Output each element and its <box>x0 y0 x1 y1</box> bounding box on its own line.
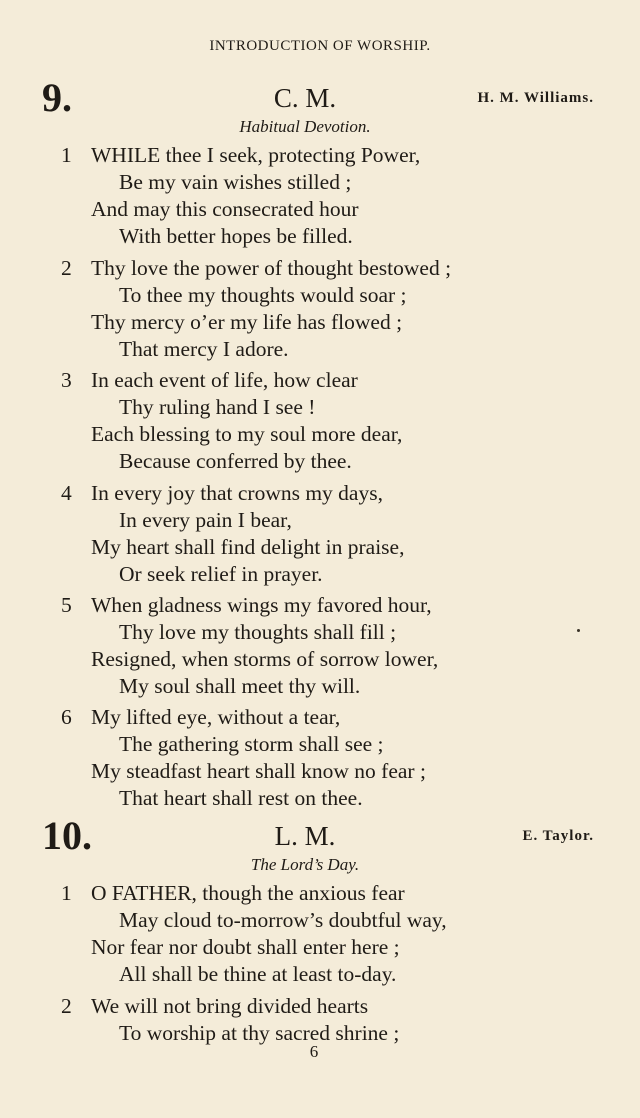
verse-line: Nor fear nor doubt shall enter here ; <box>91 935 400 959</box>
verse-number: 2 <box>61 256 72 280</box>
verse-number: 6 <box>61 705 72 729</box>
verse-number: 3 <box>61 368 72 392</box>
hymn-number: 10. <box>42 813 92 858</box>
hymn-meter: C. M. <box>273 83 337 113</box>
verse-line: In every pain I bear, <box>119 508 292 532</box>
verse-number: 1 <box>61 881 72 905</box>
hymn-author: H. M. Williams. <box>477 90 594 106</box>
verse-line: Each blessing to my soul more dear, <box>91 422 403 446</box>
verse-line: WHILE thee I seek, protecting Power, <box>91 143 421 167</box>
stanza <box>0 880 640 988</box>
hymn-title: Habitual Devotion. <box>239 117 371 136</box>
stanza <box>0 592 640 700</box>
running-head: INTRODUCTION OF WORSHIP. <box>209 38 431 54</box>
verse-line: May cloud to-morrow’s doubtful way, <box>119 908 447 932</box>
verse-line: We will not bring divided hearts <box>91 994 369 1018</box>
verse-line: Thy love my thoughts shall fill ; <box>119 620 397 644</box>
verse-line: Resigned, when storms of sorrow lower, <box>91 647 439 671</box>
verse-line: When gladness wings my favored hour, <box>91 593 432 617</box>
verse-number: 4 <box>61 481 72 505</box>
hymn-number: 9. <box>42 75 72 120</box>
verse-line: To thee my thoughts would soar ; <box>119 283 407 307</box>
stanza <box>0 993 640 1047</box>
stanza <box>0 367 640 475</box>
verse-line: To worship at thy sacred shrine ; <box>119 1021 400 1045</box>
stanza <box>0 704 640 812</box>
verse-line: That mercy I adore. <box>119 337 289 361</box>
verse-line: All shall be thine at least to-day. <box>119 962 397 986</box>
verse-line: Be my vain wishes stilled ; <box>119 170 352 194</box>
verse-line: Thy love the power of thought bestowed ; <box>91 256 452 280</box>
verse-line: My soul shall meet thy will. <box>119 674 361 698</box>
verse-line: With better hopes be filled. <box>119 224 353 248</box>
verse-line: Because conferred by thee. <box>119 449 352 473</box>
hymn-title: The Lord’s Day. <box>250 855 360 874</box>
verse-line: In every joy that crowns my days, <box>91 481 383 505</box>
stanza <box>0 255 640 363</box>
verse-line: That heart shall rest on thee. <box>119 786 363 810</box>
verse-line: And may this consecrated hour <box>91 197 359 221</box>
stanza <box>0 480 640 588</box>
verse-line: My steadfast heart shall know no fear ; <box>91 759 426 783</box>
verse-line: Thy mercy o’er my life has flowed ; <box>91 310 403 334</box>
verse-line: The gathering storm shall see ; <box>119 732 384 756</box>
print-speck <box>577 629 580 632</box>
verse-line: My lifted eye, without a tear, <box>91 705 341 729</box>
page-number: 6 <box>309 1042 319 1061</box>
verse-line: My heart shall find delight in praise, <box>91 535 405 559</box>
verse-number: 2 <box>61 994 72 1018</box>
hymn-meter: L. M. <box>274 821 336 851</box>
hymn-header <box>0 75 640 120</box>
verse-number: 5 <box>61 593 72 617</box>
verse-line: In each event of life, how clear <box>91 368 358 392</box>
verse-line: Or seek relief in prayer. <box>119 562 323 586</box>
stanza <box>0 142 640 250</box>
verse-number: 1 <box>61 143 72 167</box>
hymn-header <box>0 813 640 858</box>
verse-line: O FATHER, though the anxious fear <box>91 881 405 905</box>
verse-line: Thy ruling hand I see ! <box>119 395 316 419</box>
hymn-author: E. Taylor. <box>522 828 594 844</box>
